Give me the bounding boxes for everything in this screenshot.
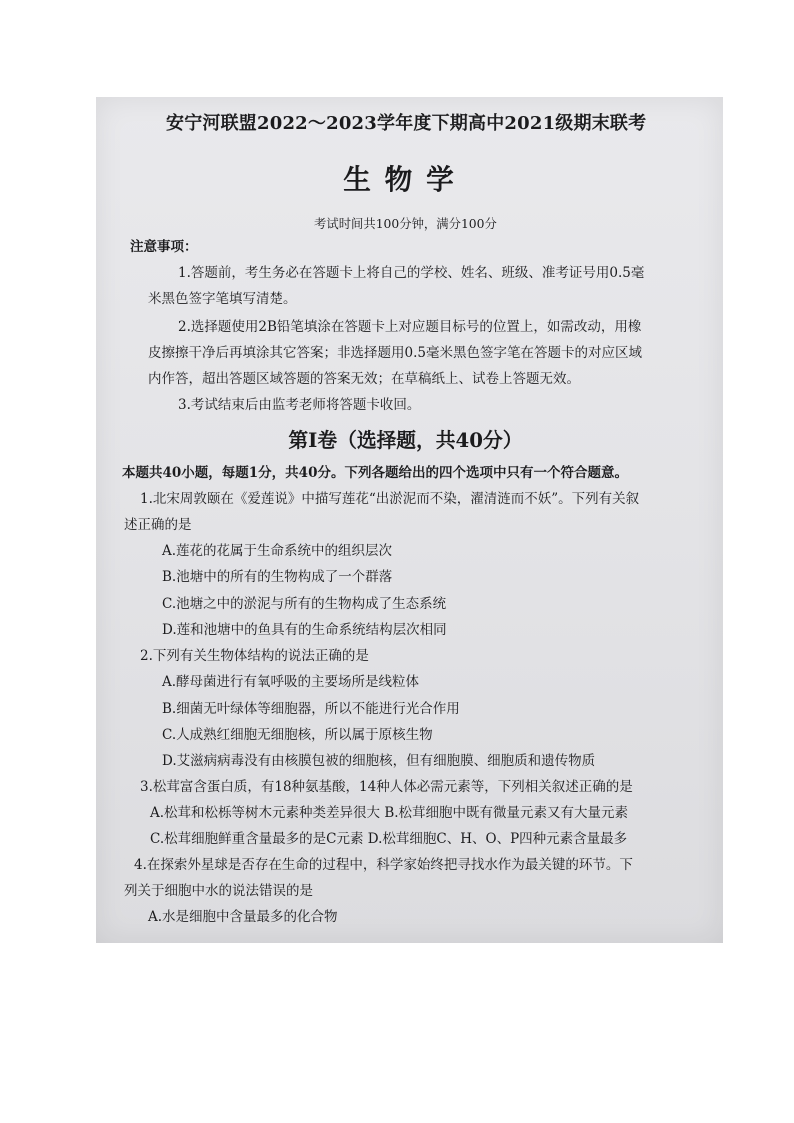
exam-title: 安宁河联盟2022～2023学年度下期高中2021级期末联考	[166, 113, 647, 134]
question-2-option-a: A.酵母菌进行有氧呼吸的主要场所是线粒体	[162, 674, 420, 690]
question-3-options-cd: C.松茸细胞鲜重含量最多的是C元素 D.松茸细胞C、H、O、P四种元素含量最多	[150, 831, 628, 847]
exam-paper-photo	[96, 97, 723, 943]
question-4-line-1: 4.在探索外星球是否存在生命的过程中，科学家始终把寻找水作为最关键的环节。下	[134, 857, 633, 873]
note-2-line-3: 内作答，超出答题区域答题的答案无效；在草稿纸上、试卷上答题无效。	[148, 371, 580, 387]
subject-title: 生物学	[343, 163, 468, 196]
notes-heading: 注意事项：	[130, 239, 198, 255]
time-note: 考试时间共100分钟，满分100分	[314, 216, 497, 231]
question-2-option-c: C.人成熟红细胞无细胞核，所以属于原核生物	[162, 727, 433, 743]
question-4-option-a: A.水是细胞中含量最多的化合物	[148, 909, 338, 925]
question-1-line-2: 述正确的是	[124, 517, 192, 533]
question-1-option-c: C.池塘之中的淤泥与所有的生物构成了生态系统	[162, 596, 447, 612]
question-2-option-b: B.细菌无叶绿体等细胞器，所以不能进行光合作用	[162, 701, 460, 717]
section-intro: 本题共40小题，每题1分，共40分。下列各题给出的四个选项中只有一个符合题意。	[122, 465, 628, 481]
question-1-option-a: A.莲花的花属于生命系统中的组织层次	[162, 543, 393, 559]
question-1-option-b: B.池塘中的所有的生物构成了一个群落	[162, 569, 393, 585]
question-1-line-1: 1.北宋周敦颐在《爱莲说》中描写莲花“出淤泥而不染，濯清涟而不妖”。下列有关叙	[140, 491, 640, 507]
note-1-line-1: 1.答题前，考生务必在答题卡上将自己的学校、姓名、班级、准考证号用0.5毫	[178, 265, 645, 281]
question-3-options-ab: A.松茸和松栎等树木元素种类差异很大 B.松茸细胞中既有微量元素又有大量元素	[150, 805, 629, 821]
question-1-option-d: D.莲和池塘中的鱼具有的生命系统结构层次相同	[162, 622, 447, 638]
question-2: 2.下列有关生物体结构的说法正确的是	[140, 648, 369, 664]
note-2-line-1: 2.选择题使用2B铅笔填涂在答题卡上对应题目标号的位置上，如需改动，用橡	[178, 319, 642, 335]
question-3: 3.松茸富含蛋白质，有18种氨基酸，14种人体必需元素等，下列相关叙述正确的是	[140, 779, 633, 795]
note-3: 3.考试结束后由监考老师将答题卡收回。	[178, 397, 421, 413]
question-2-option-d: D.艾滋病病毒没有由核膜包被的细胞核，但有细胞膜、细胞质和遗传物质	[162, 753, 596, 769]
question-4-line-2: 列关于细胞中水的说法错误的是	[124, 883, 313, 899]
section-title: 第Ⅰ卷（选择题，共40分）	[288, 428, 523, 452]
note-1-line-2: 米黑色签字笔填写清楚。	[148, 291, 297, 307]
note-2-line-2: 皮擦擦干净后再填涂其它答案；非选择题用0.5毫米黑色签字笔在答题卡的对应区域	[148, 345, 642, 361]
